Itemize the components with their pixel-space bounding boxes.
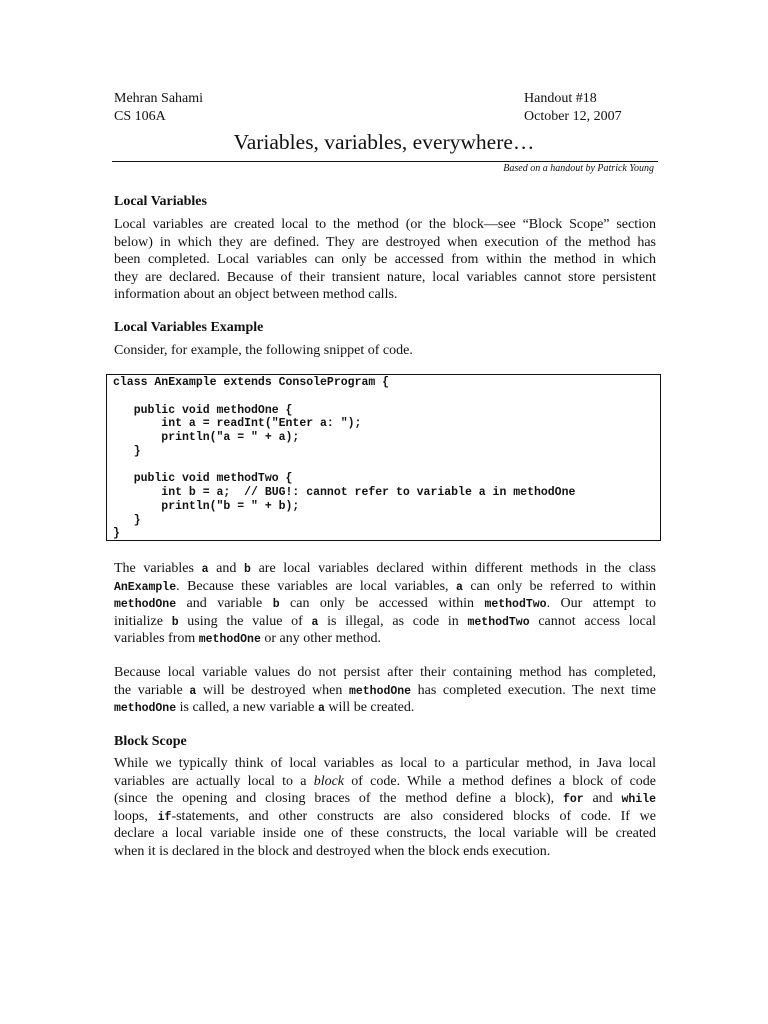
code-line bbox=[113, 459, 660, 473]
course-code: CS 106A bbox=[114, 109, 166, 124]
text-line: methodOne is called, a new variable a will be created. bbox=[114, 700, 415, 715]
explanation-paragraph bbox=[114, 560, 656, 648]
code-line: int b = a; // BUG!: cannot refer to variable a in methodOne bbox=[113, 486, 576, 499]
code-line: int a = readInt("Enter a: "); bbox=[113, 417, 362, 431]
code-line bbox=[113, 390, 660, 404]
text-line: information about an object between method calls. bbox=[114, 287, 398, 302]
local-variables-paragraph bbox=[114, 216, 656, 304]
text-line: below) in which they are defined. They are destroyed when execution of the method has bbox=[114, 234, 656, 250]
text-line: been completed. Local variables can only be accessed from within the method in which bbox=[114, 252, 656, 267]
author-name: Mehran Sahami bbox=[114, 91, 204, 106]
code-line: println("a = " + a); bbox=[113, 431, 300, 444]
text-line: (since the opening and closing braces of the method define a block), for and while bbox=[114, 791, 656, 806]
text-line: initialize b using the value of a is illegal, as code in methodTwo cannot access local bbox=[114, 613, 656, 629]
persistence-paragraph bbox=[114, 664, 656, 717]
title-divider bbox=[112, 161, 658, 162]
code-line: } bbox=[113, 444, 141, 458]
code-line: } bbox=[113, 513, 141, 527]
local-variables-heading: Local Variables bbox=[114, 194, 207, 209]
text-line: loops, if-statements, and other constructs are also considered blocks of code. If we bbox=[114, 808, 657, 824]
block-scope-paragraph bbox=[114, 755, 656, 860]
text-line: variables are actually local to a block of code. While a method defines a block of code bbox=[114, 773, 656, 789]
text-line: the variable a will be destroyed when methodOne has completed execution. The next time bbox=[114, 682, 657, 698]
example-heading: Local Variables Example bbox=[114, 320, 264, 335]
code-line: public void methodTwo { bbox=[113, 472, 293, 486]
block-scope-heading: Block Scope bbox=[114, 734, 187, 749]
text-line: Because local variable values do not persist after their containing method has completed, bbox=[114, 665, 656, 680]
text-line: Local variables are created local to the method (or the block—see “Block Scope” section bbox=[114, 217, 656, 232]
text-line: variables from methodOne or any other method. bbox=[114, 631, 382, 646]
code-line: class AnExample extends ConsoleProgram { bbox=[113, 376, 390, 389]
handout-number: Handout #18 bbox=[524, 91, 597, 106]
code-snippet bbox=[106, 374, 661, 541]
credit-line: Based on a handout by Patrick Young bbox=[503, 163, 654, 174]
code-line: public void methodOne { bbox=[113, 403, 293, 417]
code-line: println("b = " + b); bbox=[113, 499, 300, 513]
example-intro: Consider, for example, the following snippet of code. bbox=[114, 343, 413, 358]
text-line: While we typically think of local variables as local to a particular method, in Java local bbox=[114, 756, 656, 771]
text-line: The variables a and b are local variables declared within different methods in the class bbox=[114, 561, 656, 576]
code-line: } bbox=[113, 527, 120, 541]
text-line: AnExample. Because these variables are local variables, a can only be referred to within bbox=[114, 578, 656, 594]
text-line: they are declared. Because of their transient nature, local variables cannot store persistent bbox=[114, 269, 656, 285]
text-line: declare a local variable inside one of these constructs, the local variable will be created bbox=[114, 826, 656, 841]
page-title: Variables, variables, everywhere… bbox=[233, 130, 535, 154]
handout-date: October 12, 2007 bbox=[524, 109, 622, 124]
text-line: when it is declared in the block and destroyed when the block ends execution. bbox=[114, 843, 551, 859]
text-line: methodOne and variable b can only be accessed within methodTwo. Our attempt to bbox=[114, 596, 657, 611]
